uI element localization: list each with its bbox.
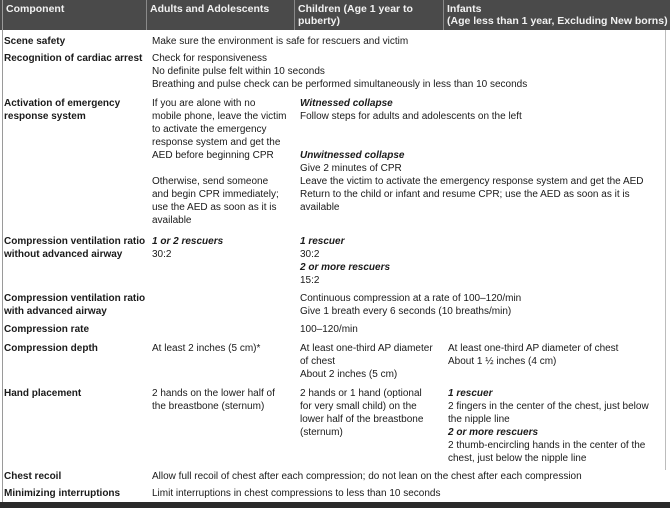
row-label-hand: Hand placement bbox=[4, 388, 82, 399]
ratio-children-heading: 2 or more rescuers bbox=[300, 262, 391, 273]
hand-adults: 2 hands on the lower half of bbox=[152, 388, 275, 399]
activation-adults-text: to activate the emergency bbox=[152, 124, 267, 135]
recognition-text: Check for responsiveness bbox=[152, 53, 268, 64]
unwitnessed-collapse-heading: Unwitnessed collapse bbox=[300, 150, 405, 161]
header-adults-label: Adults and Adolescents bbox=[150, 3, 270, 15]
depth-adults: At least 2 inches (5 cm)* bbox=[152, 343, 261, 354]
ratio-children-value: 15:2 bbox=[300, 275, 320, 286]
activation-adults-text: available bbox=[152, 215, 192, 226]
table-border-left bbox=[2, 0, 3, 508]
header-children bbox=[294, 0, 442, 30]
header-children-line: Children (Age 1 year to bbox=[298, 3, 413, 15]
ratio-children-value: 30:2 bbox=[300, 249, 320, 260]
hand-children: (sternum) bbox=[300, 427, 343, 438]
hand-infants-heading: 1 rescuer bbox=[448, 388, 493, 399]
row-label-ratio-airway: Compression ventilation ratio bbox=[4, 293, 146, 304]
row-label-recognition: Recognition of cardiac arrest bbox=[4, 53, 143, 64]
depth-children: At least one-third AP diameter bbox=[300, 343, 433, 354]
table-bottom-border bbox=[0, 502, 670, 508]
hand-children: 2 hands or 1 hand (optional bbox=[300, 388, 422, 399]
row-label-ratio-no-airway: Compression ventilation ratio bbox=[4, 236, 146, 247]
activation-adults-text: AED before beginning CPR bbox=[152, 150, 274, 161]
recoil-text: Allow full recoil of chest after each compression; do not lean on the chest after each compression bbox=[152, 471, 582, 482]
row-label-ratio-no-airway: without advanced airway bbox=[4, 249, 123, 260]
hand-infants-text: 2 thumb-encircling hands in the center of the bbox=[448, 440, 646, 451]
row-label-activation: Activation of emergency bbox=[4, 98, 121, 109]
unwitnessed-collapse-text: Return to the child or infant and resume CPR; use the AED as soon as it is bbox=[300, 189, 630, 200]
hand-adults: the breastbone (sternum) bbox=[152, 401, 265, 412]
scene-safety-text: Make sure the environment is safe for rescuers and victim bbox=[152, 36, 409, 47]
row-label-rate: Compression rate bbox=[4, 324, 90, 335]
row-label-depth: Compression depth bbox=[4, 343, 98, 354]
activation-adults-text: response system and get the bbox=[152, 137, 281, 148]
ratio-children-heading: 1 rescuer bbox=[300, 236, 345, 247]
activation-adults-text: Otherwise, send someone bbox=[152, 176, 269, 187]
row-label-interruptions: Minimizing interruptions bbox=[4, 488, 121, 499]
hand-children: for very small child) on the bbox=[300, 401, 417, 412]
header-infants bbox=[443, 0, 670, 30]
witnessed-collapse-text: Follow steps for adults and adolescents on the left bbox=[300, 111, 522, 122]
activation-adults-text: and begin CPR immediately; bbox=[152, 189, 279, 200]
activation-adults-text: use the AED as soon as it is bbox=[152, 202, 277, 213]
recognition-text: Breathing and pulse check can be performed simultaneously in less than 10 seconds bbox=[152, 79, 528, 90]
interruptions-text: Limit interruptions in chest compressions to less than 10 seconds bbox=[152, 488, 441, 499]
header-children-line: puberty) bbox=[298, 15, 340, 27]
ratio-airway-text: Give 1 breath every 6 seconds (10 breaths/min) bbox=[300, 306, 512, 317]
recognition-text: No definite pulse felt within 10 seconds bbox=[152, 66, 325, 77]
hand-infants-text: 2 fingers in the center of the chest, just below bbox=[448, 401, 649, 412]
depth-infants: At least one-third AP diameter of chest bbox=[448, 343, 619, 354]
header-component bbox=[2, 0, 142, 30]
depth-children: About 2 inches (5 cm) bbox=[300, 369, 398, 380]
activation-adults-text: If you are alone with no bbox=[152, 98, 256, 109]
header-component-label: Component bbox=[6, 3, 65, 15]
depth-infants: About 1 ½ inches (4 cm) bbox=[448, 356, 557, 367]
hand-children: lower half of the breastbone bbox=[300, 414, 424, 425]
hand-infants-heading: 2 or more rescuers bbox=[448, 427, 539, 438]
unwitnessed-collapse-text: available bbox=[300, 202, 340, 213]
table-border-right bbox=[665, 30, 666, 470]
header-infants-line: Infants bbox=[447, 3, 482, 15]
witnessed-collapse-heading: Witnessed collapse bbox=[300, 98, 393, 109]
header-infants-line: (Age less than 1 year, Excluding New borns) bbox=[447, 15, 668, 27]
header-adults bbox=[146, 0, 294, 30]
rate-text: 100–120/min bbox=[300, 324, 358, 335]
unwitnessed-collapse-text: Leave the victim to activate the emergency response system and get the AED bbox=[300, 176, 644, 187]
activation-adults-text: mobile phone, leave the victim bbox=[152, 111, 287, 122]
row-label-activation: response system bbox=[4, 111, 86, 122]
hand-infants-text: chest, just below the nipple line bbox=[448, 453, 587, 464]
ratio-adults-value: 30:2 bbox=[152, 249, 172, 260]
row-label-ratio-airway: with advanced airway bbox=[4, 306, 107, 317]
ratio-airway-text: Continuous compression at a rate of 100–120/min bbox=[300, 293, 522, 304]
row-label-scene-safety: Scene safety bbox=[4, 36, 66, 47]
table-header bbox=[0, 0, 670, 30]
hand-infants-text: the nipple line bbox=[448, 414, 510, 425]
depth-children: of chest bbox=[300, 356, 336, 367]
unwitnessed-collapse-text: Give 2 minutes of CPR bbox=[300, 163, 402, 174]
ratio-adults-heading: 1 or 2 rescuers bbox=[152, 236, 224, 247]
row-label-recoil: Chest recoil bbox=[4, 471, 62, 482]
